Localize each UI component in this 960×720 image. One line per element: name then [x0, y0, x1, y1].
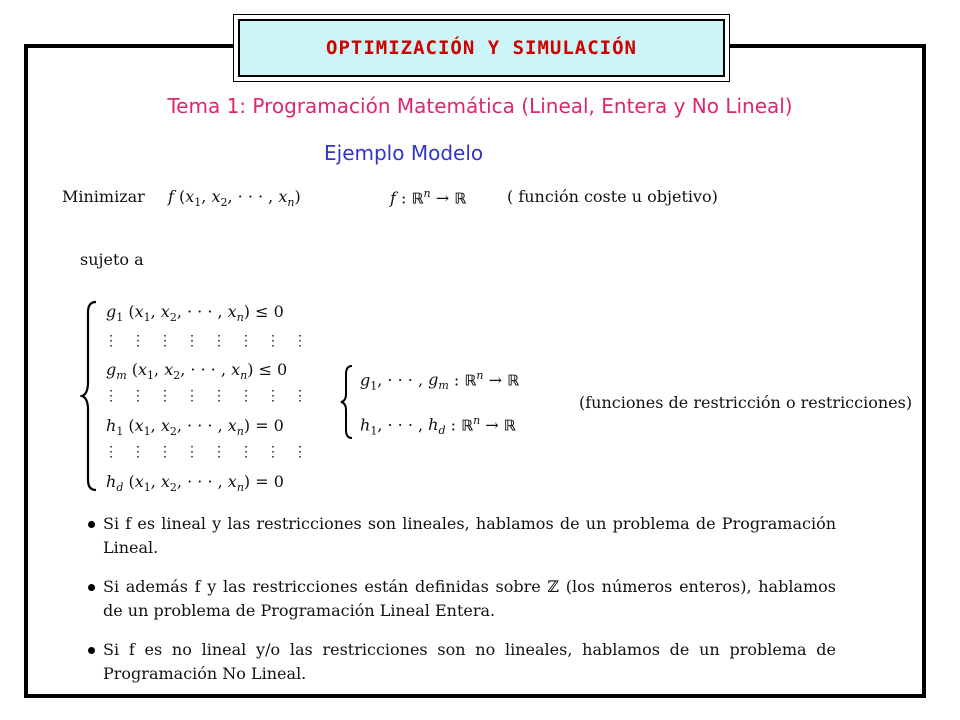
header-box: [233, 14, 730, 82]
example-title: Ejemplo Modelo: [324, 141, 484, 165]
constraints-note: (funciones de restricción o restricciones): [579, 393, 913, 412]
bullet-dot-icon: [88, 584, 95, 591]
right-brace: [339, 364, 355, 440]
subject-to-label: sujeto a: [80, 250, 144, 269]
objective-domain: f : ℝ$^n$ → ℝ: [390, 187, 467, 208]
bullet-item: [88, 575, 836, 623]
objective-note: ( función coste u objetivo): [507, 187, 718, 206]
constraint-hd: $h_d$ ($x_1$, $x_2$, · · · , $x_n) = 0$: [106, 472, 284, 495]
vertical-dots-row: ⋮⋮⋮⋮⋮⋮⋮⋮: [104, 388, 320, 404]
g-functions-domain: $g_1$, · · · , $g_m$ : ℝ$^n$ → ℝ: [360, 369, 520, 393]
left-brace: [80, 300, 100, 492]
vertical-dots-row: ⋮⋮⋮⋮⋮⋮⋮⋮: [104, 444, 320, 460]
bullet-text: Si f es lineal y las restricciones son lineales, hablamos de un problema de Programación Lineal.: [103, 514, 836, 557]
vertical-dots-row: ⋮⋮⋮⋮⋮⋮⋮⋮: [104, 333, 320, 349]
h-functions-domain: $h_1$, · · · , $h_d$ : ℝ$^n$ → ℝ: [360, 414, 516, 438]
bullet-item: [88, 638, 836, 686]
constraint-g1: $g_1$ ($x_1$, $x_2$, · · · , $x_n) \le 0$: [106, 302, 284, 325]
bullet-dot-icon: [88, 521, 95, 528]
bullet-text: Si f es no lineal y/o las restricciones son no lineales, hablamos de un problema de Programación No Lineal.: [103, 640, 836, 683]
objective-function: f ($x_1$, $x_2$, · · · , $x_n$): [168, 187, 301, 210]
bullet-dot-icon: [88, 647, 95, 654]
constraint-h1: $h_1$ ($x_1$, $x_2$, · · · , $x_n) = 0$: [106, 416, 284, 439]
header-box-inner: [238, 19, 725, 77]
minimize-label: Minimizar: [62, 187, 145, 206]
topic-title: Tema 1: Programación Matemática (Lineal, Entera y No Lineal): [167, 94, 793, 118]
constraint-gm: $g_m$ ($x_1$, $x_2$, · · · , $x_n) \le 0$: [106, 360, 288, 383]
bullet-item: [88, 512, 836, 560]
header-title: OPTIMIZACIÓN Y SIMULACIÓN: [326, 37, 637, 59]
bullet-text: Si además f y las restricciones están definidas sobre ℤ (los números enteros), hablamos de un problema de Programación Lineal Entera.: [103, 577, 836, 620]
